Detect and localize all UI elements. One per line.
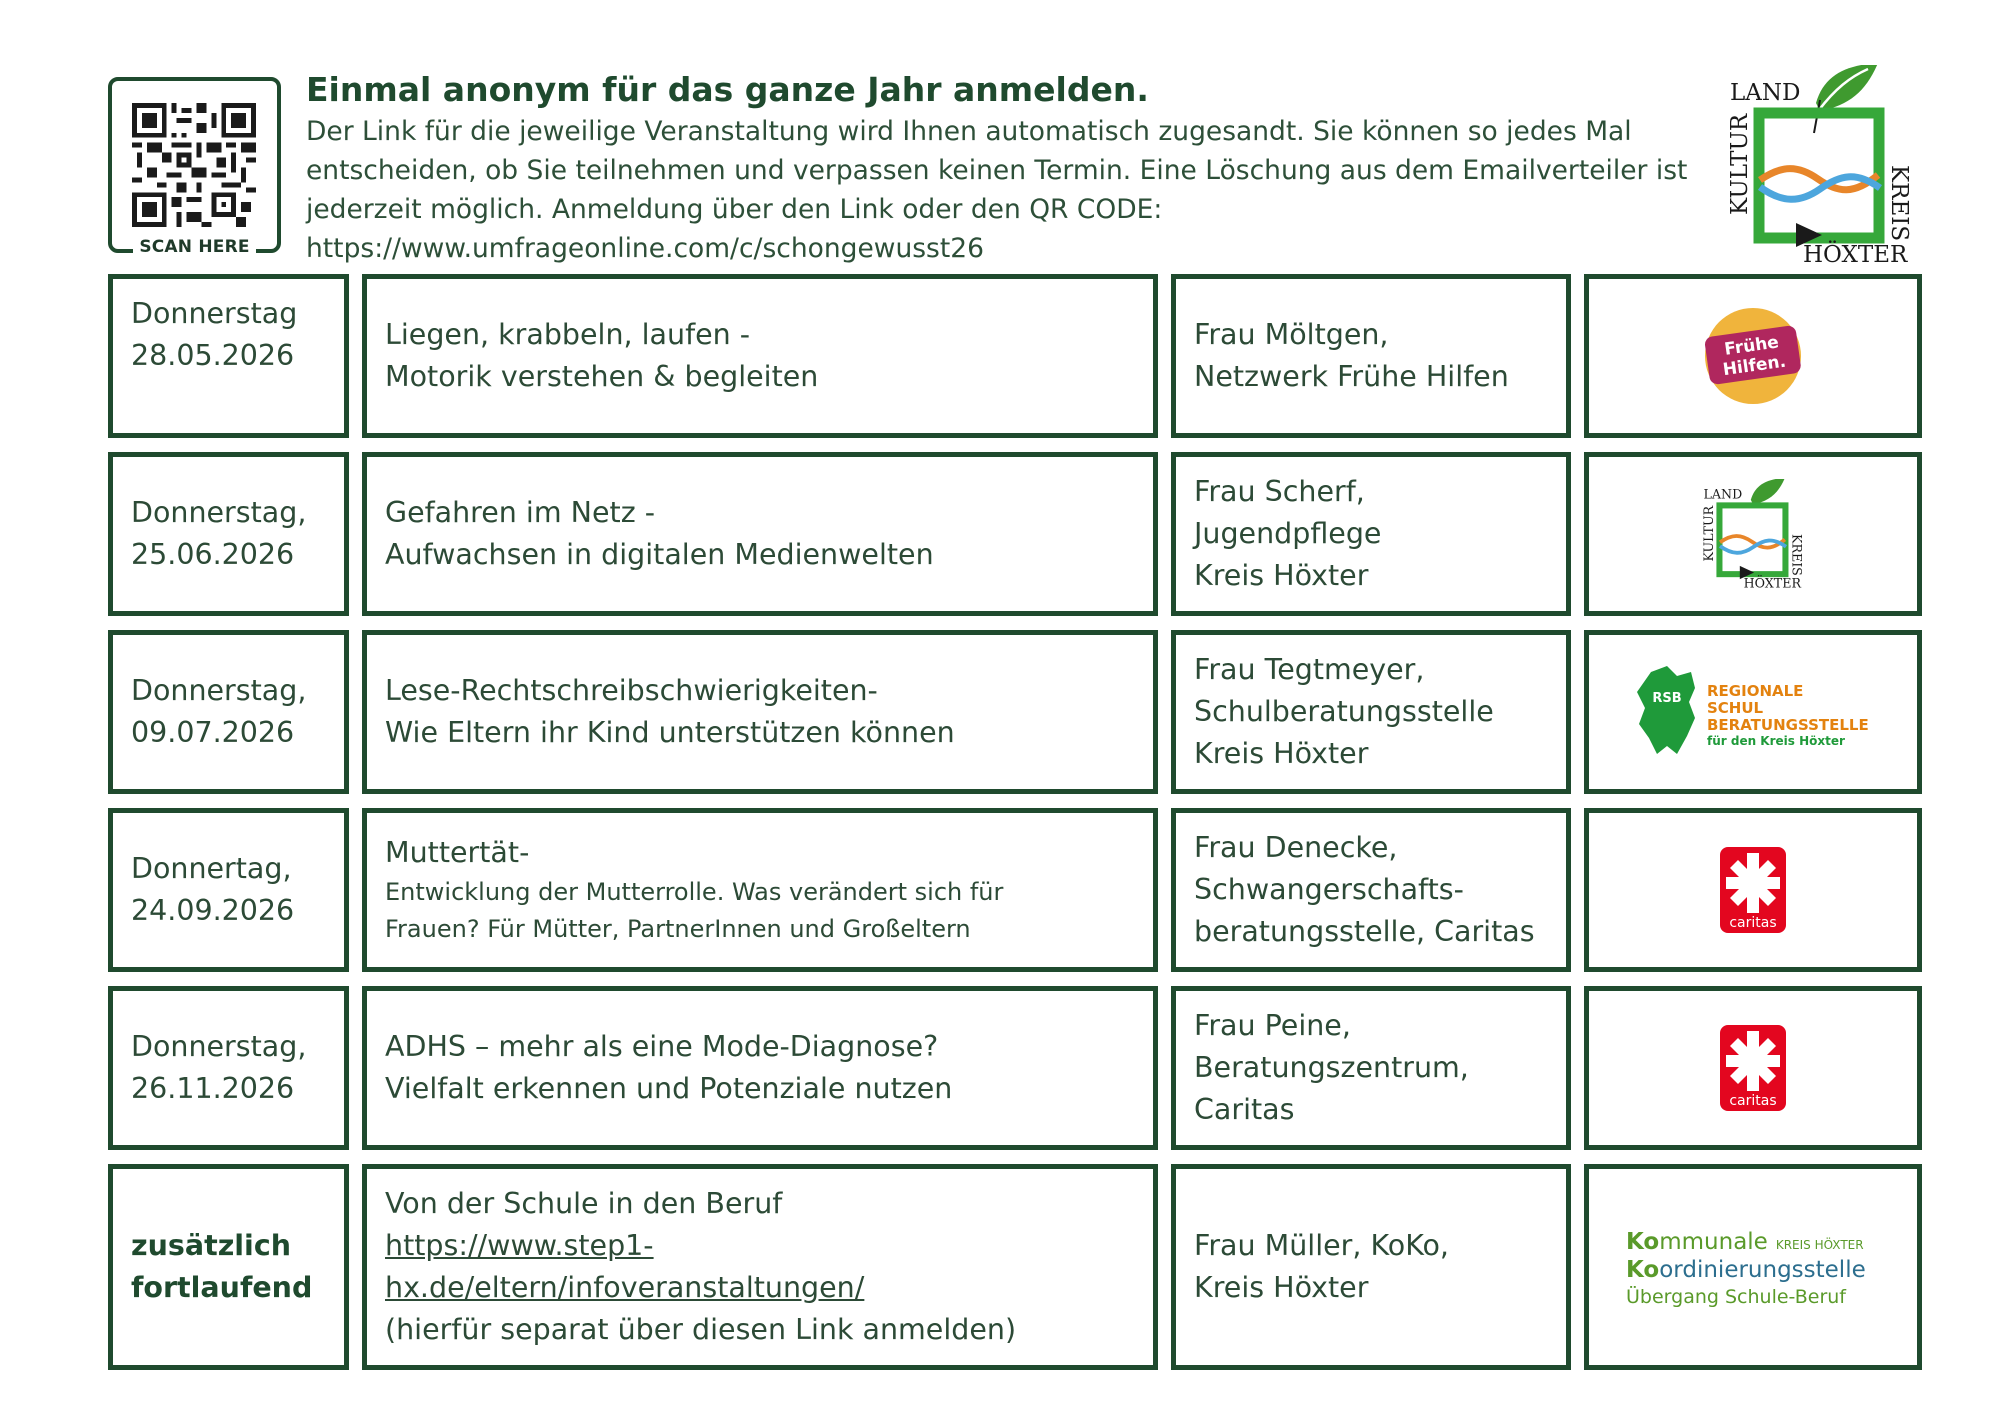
- svg-text:SCHUL: SCHUL: [1707, 699, 1764, 717]
- table-row: [108, 274, 1922, 438]
- table-row: [108, 630, 1922, 794]
- speaker-line: Frau Tegtmeyer,: [1194, 653, 1425, 686]
- speaker-cell: [1171, 630, 1571, 794]
- speaker-line: Frau Scherf,: [1194, 475, 1365, 508]
- speaker-line: Frau Möltgen,: [1194, 318, 1389, 351]
- weekday: Donnerstag: [131, 297, 298, 330]
- date: 25.06.2026: [131, 538, 295, 571]
- speaker-cell: [1171, 1164, 1571, 1370]
- svg-text:caritas: caritas: [1729, 915, 1777, 931]
- svg-text:BERATUNGSSTELLE: BERATUNGSSTELLE: [1707, 716, 1869, 734]
- speaker-line: Jugendpflege: [1194, 517, 1382, 550]
- topic-line: Wie Eltern ihr Kind unterstützen können: [385, 716, 955, 749]
- topic-line: Frauen? Für Mütter, PartnerInnen und Großeltern: [385, 915, 971, 943]
- date-cell: [108, 808, 349, 972]
- speaker-line: Frau Denecke,: [1194, 831, 1398, 864]
- topic-heading: Von der Schule in den Beruf: [385, 1187, 783, 1220]
- speaker-line: Frau Peine,: [1194, 1009, 1351, 1042]
- speaker-line: beratungsstelle, Caritas: [1194, 915, 1535, 948]
- date-cell: [108, 1164, 349, 1370]
- svg-text:KULTUR: KULTUR: [1727, 113, 1753, 215]
- speaker-line: Kreis Höxter: [1194, 1271, 1369, 1304]
- topic-line: Vielfalt erkennen und Potenziale nutzen: [385, 1072, 953, 1105]
- date: 09.07.2026: [131, 716, 295, 749]
- date: 28.05.2026: [131, 339, 295, 372]
- topic-cell: [362, 808, 1158, 972]
- topic-line: Gefahren im Netz -: [385, 496, 655, 529]
- logo-cell: [1584, 452, 1922, 616]
- logo-cell: [1584, 1164, 1922, 1370]
- svg-text:KREIS: KREIS: [1886, 165, 1912, 242]
- speaker-line: Netzwerk Frühe Hilfen: [1194, 360, 1509, 393]
- schedule-label: fortlaufend: [131, 1271, 313, 1304]
- logo-cell: [1584, 808, 1922, 972]
- svg-text:LAND: LAND: [1730, 80, 1801, 106]
- step1-link[interactable]: https://www.step1-: [385, 1229, 654, 1262]
- qr-scan-label: SCAN HERE: [112, 237, 277, 257]
- step1-link[interactable]: hx.de/eltern/infoveranstaltungen/: [385, 1271, 865, 1304]
- table-row: [108, 452, 1922, 616]
- table-row: [108, 808, 1922, 972]
- weekday: Donnerstag,: [131, 1030, 307, 1063]
- speaker-cell: [1171, 274, 1571, 438]
- svg-text:caritas: caritas: [1729, 1093, 1777, 1109]
- svg-text:KREIS: KREIS: [1789, 534, 1805, 576]
- koko-logo: [1618, 1217, 1888, 1317]
- svg-text:Frühe: Frühe: [1723, 332, 1781, 360]
- schedule-label: zusätzlich: [131, 1229, 292, 1262]
- date-cell: [108, 274, 349, 438]
- speaker-line: Kreis Höxter: [1194, 737, 1369, 770]
- kulturland-logo: [1698, 479, 1808, 589]
- speaker-line: Kreis Höxter: [1194, 559, 1369, 592]
- qr-code-box[interactable]: [108, 77, 281, 257]
- topic-cell: [362, 630, 1158, 794]
- topic-cell: [362, 452, 1158, 616]
- speaker-line: Frau Müller, KoKo,: [1194, 1229, 1449, 1262]
- date-cell: [108, 630, 349, 794]
- registration-link[interactable]: https://www.umfrageonline.com/c/schongewusst26: [306, 233, 984, 264]
- speaker-line: Beratungszentrum,: [1194, 1051, 1469, 1084]
- svg-text:für den Kreis Höxter: für den Kreis Höxter: [1707, 734, 1845, 748]
- svg-text:REGIONALE: REGIONALE: [1707, 682, 1804, 700]
- caritas-logo: [1718, 845, 1788, 935]
- speaker-line: Schwangerschafts-: [1194, 873, 1464, 906]
- date: 24.09.2026: [131, 894, 295, 927]
- date: 26.11.2026: [131, 1072, 295, 1105]
- weekday: Donnertag,: [131, 852, 292, 885]
- svg-text:Hilfen.: Hilfen.: [1721, 351, 1788, 381]
- svg-text:Übergang Schule-Beruf: Übergang Schule-Beruf: [1626, 1286, 1846, 1308]
- topic-cell: [362, 274, 1158, 438]
- topic-line: Motorik verstehen & begleiten: [385, 360, 819, 393]
- kulturland-logo: [1720, 65, 1920, 265]
- table-row: [108, 1164, 1922, 1370]
- topic-line: Aufwachsen in digitalen Medienwelten: [385, 538, 934, 571]
- svg-text:HÖXTER: HÖXTER: [1743, 575, 1801, 589]
- speaker-cell: [1171, 808, 1571, 972]
- logo-cell: [1584, 630, 1922, 794]
- topic-heading: Muttertät-: [385, 836, 530, 869]
- intro-title: Einmal anonym für das ganze Jahr anmelden.: [306, 70, 1149, 109]
- rsb-logo: [1633, 662, 1873, 762]
- speaker-line: Schulberatungsstelle: [1194, 695, 1494, 728]
- svg-text:KommunaleKREIS HÖXTER: Kommunale KREIS HÖXTER: [1626, 1229, 1864, 1255]
- topic-line: Entwicklung der Mutterrolle. Was verändert sich für: [385, 878, 1004, 906]
- fruehe-hilfen-logo: [1693, 301, 1813, 411]
- topic-line: ADHS – mehr als eine Mode-Diagnose?: [385, 1030, 939, 1063]
- table-row: [108, 986, 1922, 1150]
- svg-text:LAND: LAND: [1703, 486, 1743, 502]
- topic-line: Liegen, krabbeln, laufen -: [385, 318, 751, 351]
- speaker-cell: [1171, 986, 1571, 1150]
- logo-cell: [1584, 274, 1922, 438]
- weekday: Donnerstag,: [131, 674, 307, 707]
- qr-code-icon[interactable]: [132, 103, 256, 227]
- caritas-logo: [1718, 1023, 1788, 1113]
- date-cell: [108, 452, 349, 616]
- topic-cell: [362, 986, 1158, 1150]
- topic-line: Lese-Rechtschreibschwierigkeiten-: [385, 674, 878, 707]
- intro-text: Der Link für die jeweilige Veranstaltung wird Ihnen automatisch zugesandt. Sie können so jedes Mal entscheiden, ob Sie teilnehmen und verpassen keinen Termin. Eine Löschung aus dem Emailverteiler ist jederzeit möglich. Anmeldung über den Link oder den QR CODE: https://www.umfrageonline.com/c/schongewusst26: [306, 116, 1688, 264]
- speaker-line: Caritas: [1194, 1093, 1295, 1126]
- intro: [306, 68, 1696, 268]
- svg-text:Koordinierungsstelle: Koordinierungsstelle: [1626, 1257, 1866, 1283]
- topic-note: (hierfür separat über diesen Link anmelden): [385, 1313, 1017, 1346]
- svg-text:HÖXTER: HÖXTER: [1803, 242, 1908, 265]
- logo-cell: [1584, 986, 1922, 1150]
- topic-cell: [362, 1164, 1158, 1370]
- svg-text:KULTUR: KULTUR: [1700, 505, 1716, 562]
- svg-text:RSB: RSB: [1652, 691, 1682, 706]
- speaker-cell: [1171, 452, 1571, 616]
- date-cell: [108, 986, 349, 1150]
- weekday: Donnerstag,: [131, 496, 307, 529]
